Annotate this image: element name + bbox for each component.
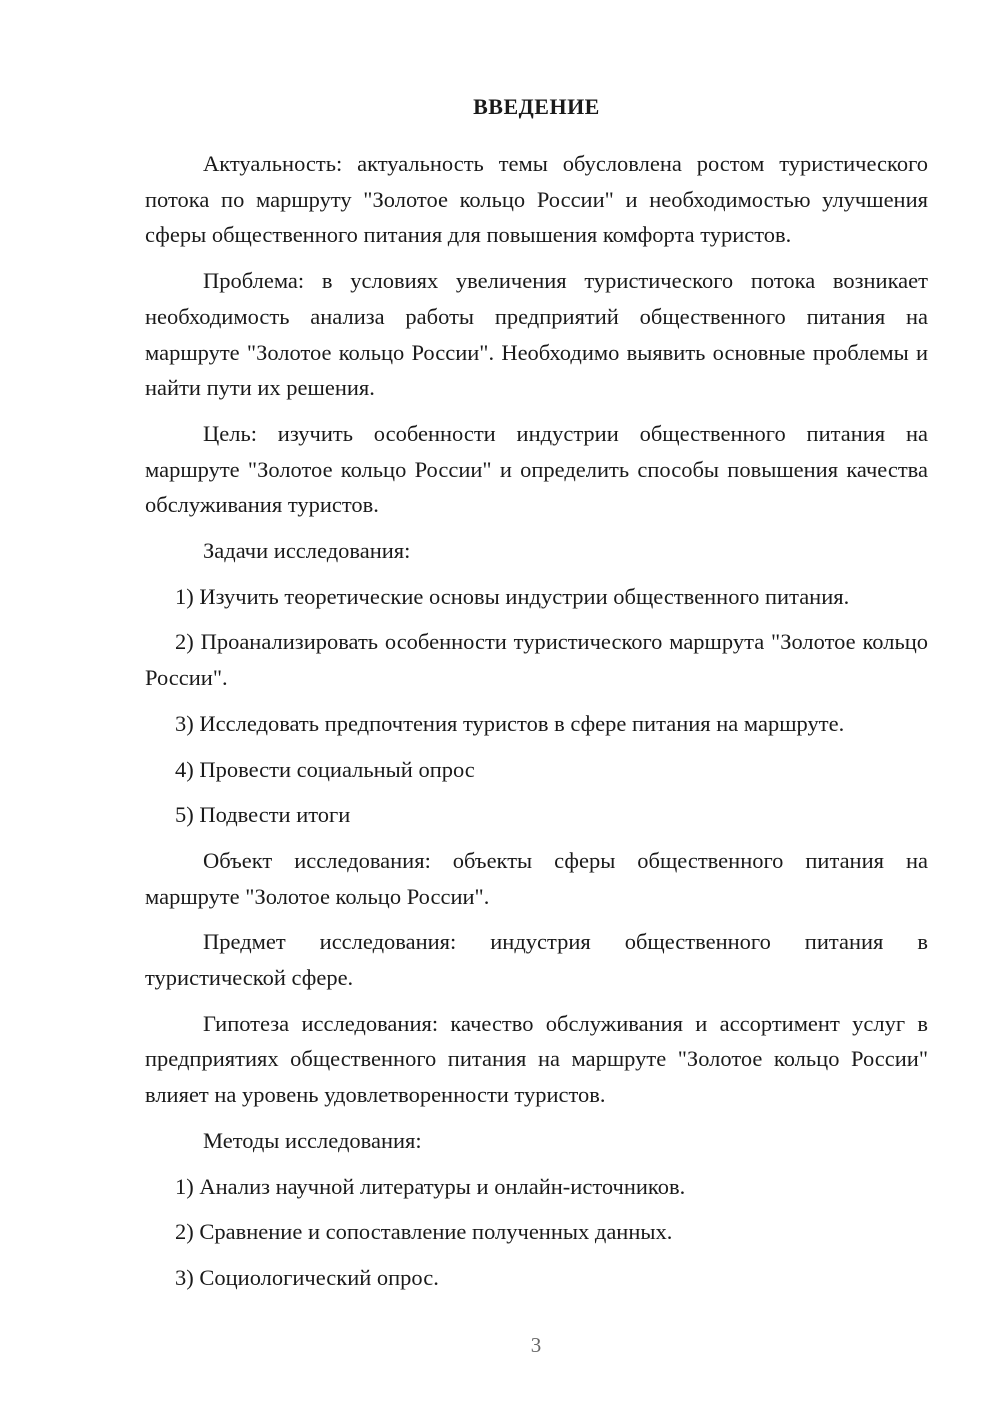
task-item-5: 5) Подвести итоги xyxy=(175,802,351,828)
method-item-1: 1) Анализ научной литературы и онлайн-источников. xyxy=(175,1173,686,1199)
paragraph-object: Объект исследования: объекты сферы общественного питания на маршруте "Золотое кольцо России". xyxy=(145,847,928,909)
paragraph-subject: Предмет исследования: индустрия общественного питания в туристической сфере. xyxy=(145,929,928,991)
section-title: ВВЕДЕНИЕ xyxy=(473,94,600,119)
method-item-2: 2) Сравнение и сопоставление полученных данных. xyxy=(175,1219,673,1245)
tasks-heading: Задачи исследования: xyxy=(203,538,411,564)
paragraph-hypothesis: Гипотеза исследования: качество обслуживания и ассортимент услуг в предприятиях общественного питания на маршруте "Золотое кольцо России" влияет на уровень удовлетворенности туристов. xyxy=(145,1010,928,1108)
paragraph-problem: Проблема: в условиях увеличения туристического потока возникает необходимость анализа работы предприятий общественного питания на маршруте "Золотое кольцо России". Необходимо выявить основные проблемы и найти пути их решения. xyxy=(145,268,928,401)
method-item-3: 3) Социологический опрос. xyxy=(175,1264,439,1290)
task-item-1: 1) Изучить теоретические основы индустрии общественного питания. xyxy=(175,583,850,609)
paragraph-relevance: Актуальность: актуальность темы обусловлена ростом туристического потока по маршруту "Золотое кольцо России" и необходимостью улучшения сферы общественного питания для повышения комфорта туристов. xyxy=(145,151,928,248)
task-item-2: 2) Проанализировать особенности туристического маршрута "Золотое кольцо России". xyxy=(145,629,928,691)
document-page xyxy=(145,94,928,1306)
methods-heading: Методы исследования: xyxy=(203,1127,422,1153)
page-number: 3 xyxy=(530,1333,542,1357)
task-item-3: 3) Исследовать предпочтения туристов в сфере питания на маршруте. xyxy=(175,710,845,736)
paragraph-goal: Цель: изучить особенности индустрии общественного питания на маршруте "Золотое кольцо России" и определить способы повышения качества обслуживания туристов. xyxy=(145,420,928,518)
task-item-4: 4) Провести социальный опрос xyxy=(175,756,475,782)
